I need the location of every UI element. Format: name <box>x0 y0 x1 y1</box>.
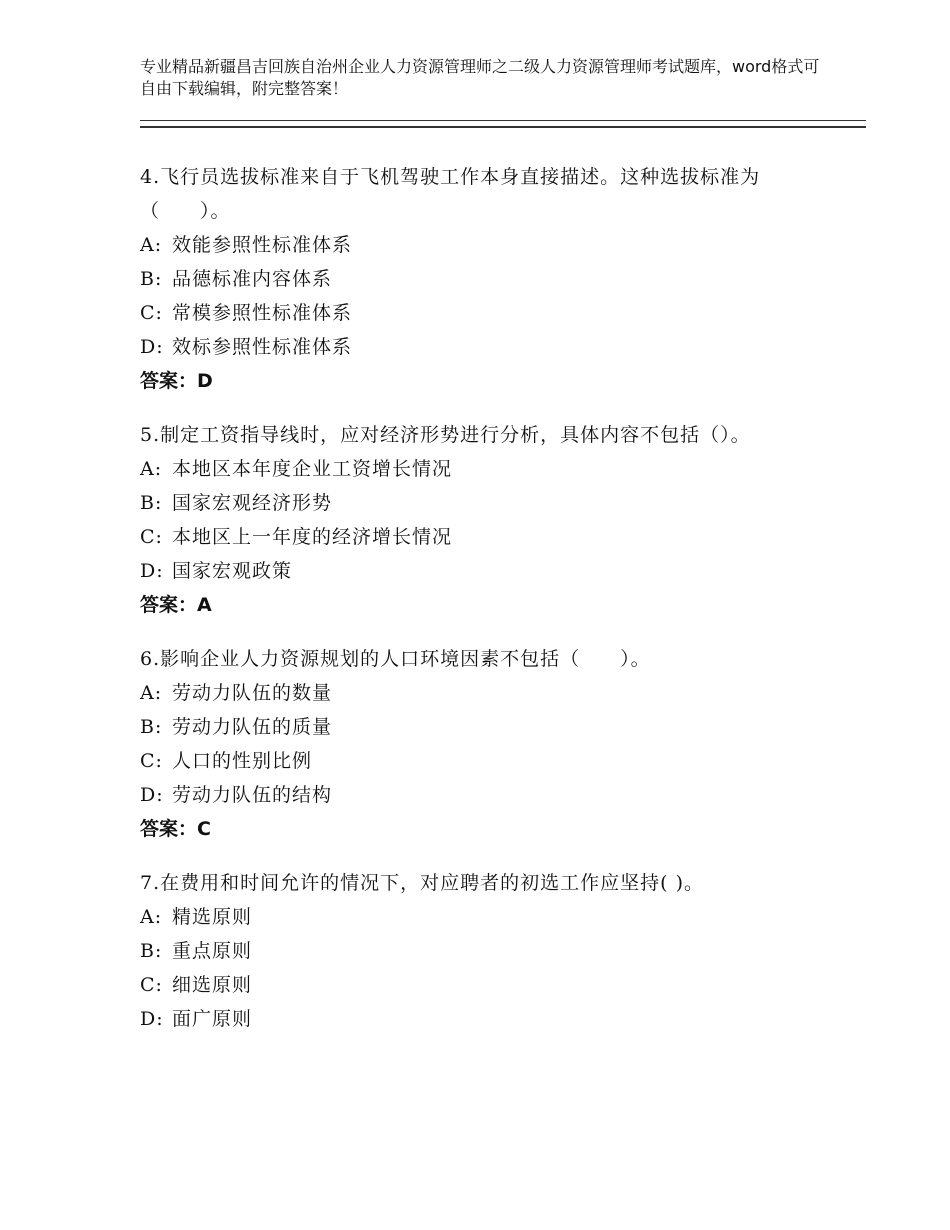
option-d <box>140 554 820 588</box>
option-key: B: <box>140 716 163 738</box>
header-divider <box>140 120 866 128</box>
option-a <box>140 228 820 262</box>
question-stem: 4.飞行员选拔标准来自于飞机驾驶工作本身直接描述。这种选拔标准为（ ）。 <box>140 166 761 222</box>
option-a <box>140 900 820 934</box>
option-text: 效标参照性标准体系 <box>172 336 353 358</box>
answer-label: 答案：C <box>140 818 211 840</box>
option-c <box>140 968 820 1002</box>
option-text: 本地区上一年度的经济增长情况 <box>172 526 453 548</box>
question-5 <box>140 418 820 622</box>
option-key: B: <box>140 940 163 962</box>
option-key: C: <box>140 302 163 324</box>
option-key: D: <box>140 560 164 582</box>
option-key: A: <box>140 234 163 256</box>
option-c <box>140 296 820 330</box>
option-text: 细选原则 <box>172 974 253 996</box>
option-text: 重点原则 <box>172 940 253 962</box>
option-b <box>140 934 820 968</box>
option-text: 劳动力队伍的数量 <box>172 682 333 704</box>
answer-label: 答案：D <box>140 370 213 392</box>
question-7 <box>140 866 820 1036</box>
option-c <box>140 520 820 554</box>
question-6 <box>140 642 820 846</box>
option-key: C: <box>140 974 163 996</box>
option-c <box>140 744 820 778</box>
option-b <box>140 486 820 520</box>
option-d <box>140 1002 820 1036</box>
option-key: A: <box>140 906 163 928</box>
option-b <box>140 710 820 744</box>
option-key: B: <box>140 268 163 290</box>
question-4 <box>140 160 820 398</box>
option-text: 面广原则 <box>172 1008 253 1030</box>
option-text: 国家宏观政策 <box>172 560 293 582</box>
option-text: 精选原则 <box>172 906 253 928</box>
option-key: D: <box>140 336 164 358</box>
document-title: 专业精品新疆昌吉回族自治州企业人力资源管理师之二级人力资源管理师考试题库，word格式可自由下载编辑，附完整答案！ <box>140 57 820 98</box>
option-d <box>140 330 820 364</box>
option-key: A: <box>140 682 163 704</box>
option-key: C: <box>140 750 163 772</box>
question-stem: 6.影响企业人力资源规划的人口环境因素不包括（ ）。 <box>140 648 651 670</box>
option-text: 常模参照性标准体系 <box>172 302 353 324</box>
document-header <box>140 56 820 100</box>
option-key: C: <box>140 526 163 548</box>
option-key: D: <box>140 1008 164 1030</box>
option-text: 劳动力队伍的结构 <box>172 784 333 806</box>
question-stem: 5.制定工资指导线时，应对经济形势进行分析，具体内容不包括（）。 <box>140 424 751 446</box>
option-key: B: <box>140 492 163 514</box>
option-text: 效能参照性标准体系 <box>172 234 353 256</box>
option-d <box>140 778 820 812</box>
option-text: 人口的性别比例 <box>172 750 313 772</box>
option-key: A: <box>140 458 163 480</box>
option-b <box>140 262 820 296</box>
question-stem: 7.在费用和时间允许的情况下，对应聘者的初选工作应坚持( )。 <box>140 872 704 894</box>
option-text: 劳动力队伍的质量 <box>172 716 333 738</box>
option-a <box>140 676 820 710</box>
question-list <box>140 160 820 1056</box>
option-text: 品德标准内容体系 <box>172 268 333 290</box>
option-text: 本地区本年度企业工资增长情况 <box>172 458 453 480</box>
option-key: D: <box>140 784 164 806</box>
answer-label: 答案：A <box>140 594 212 616</box>
option-a <box>140 452 820 486</box>
option-text: 国家宏观经济形势 <box>172 492 333 514</box>
